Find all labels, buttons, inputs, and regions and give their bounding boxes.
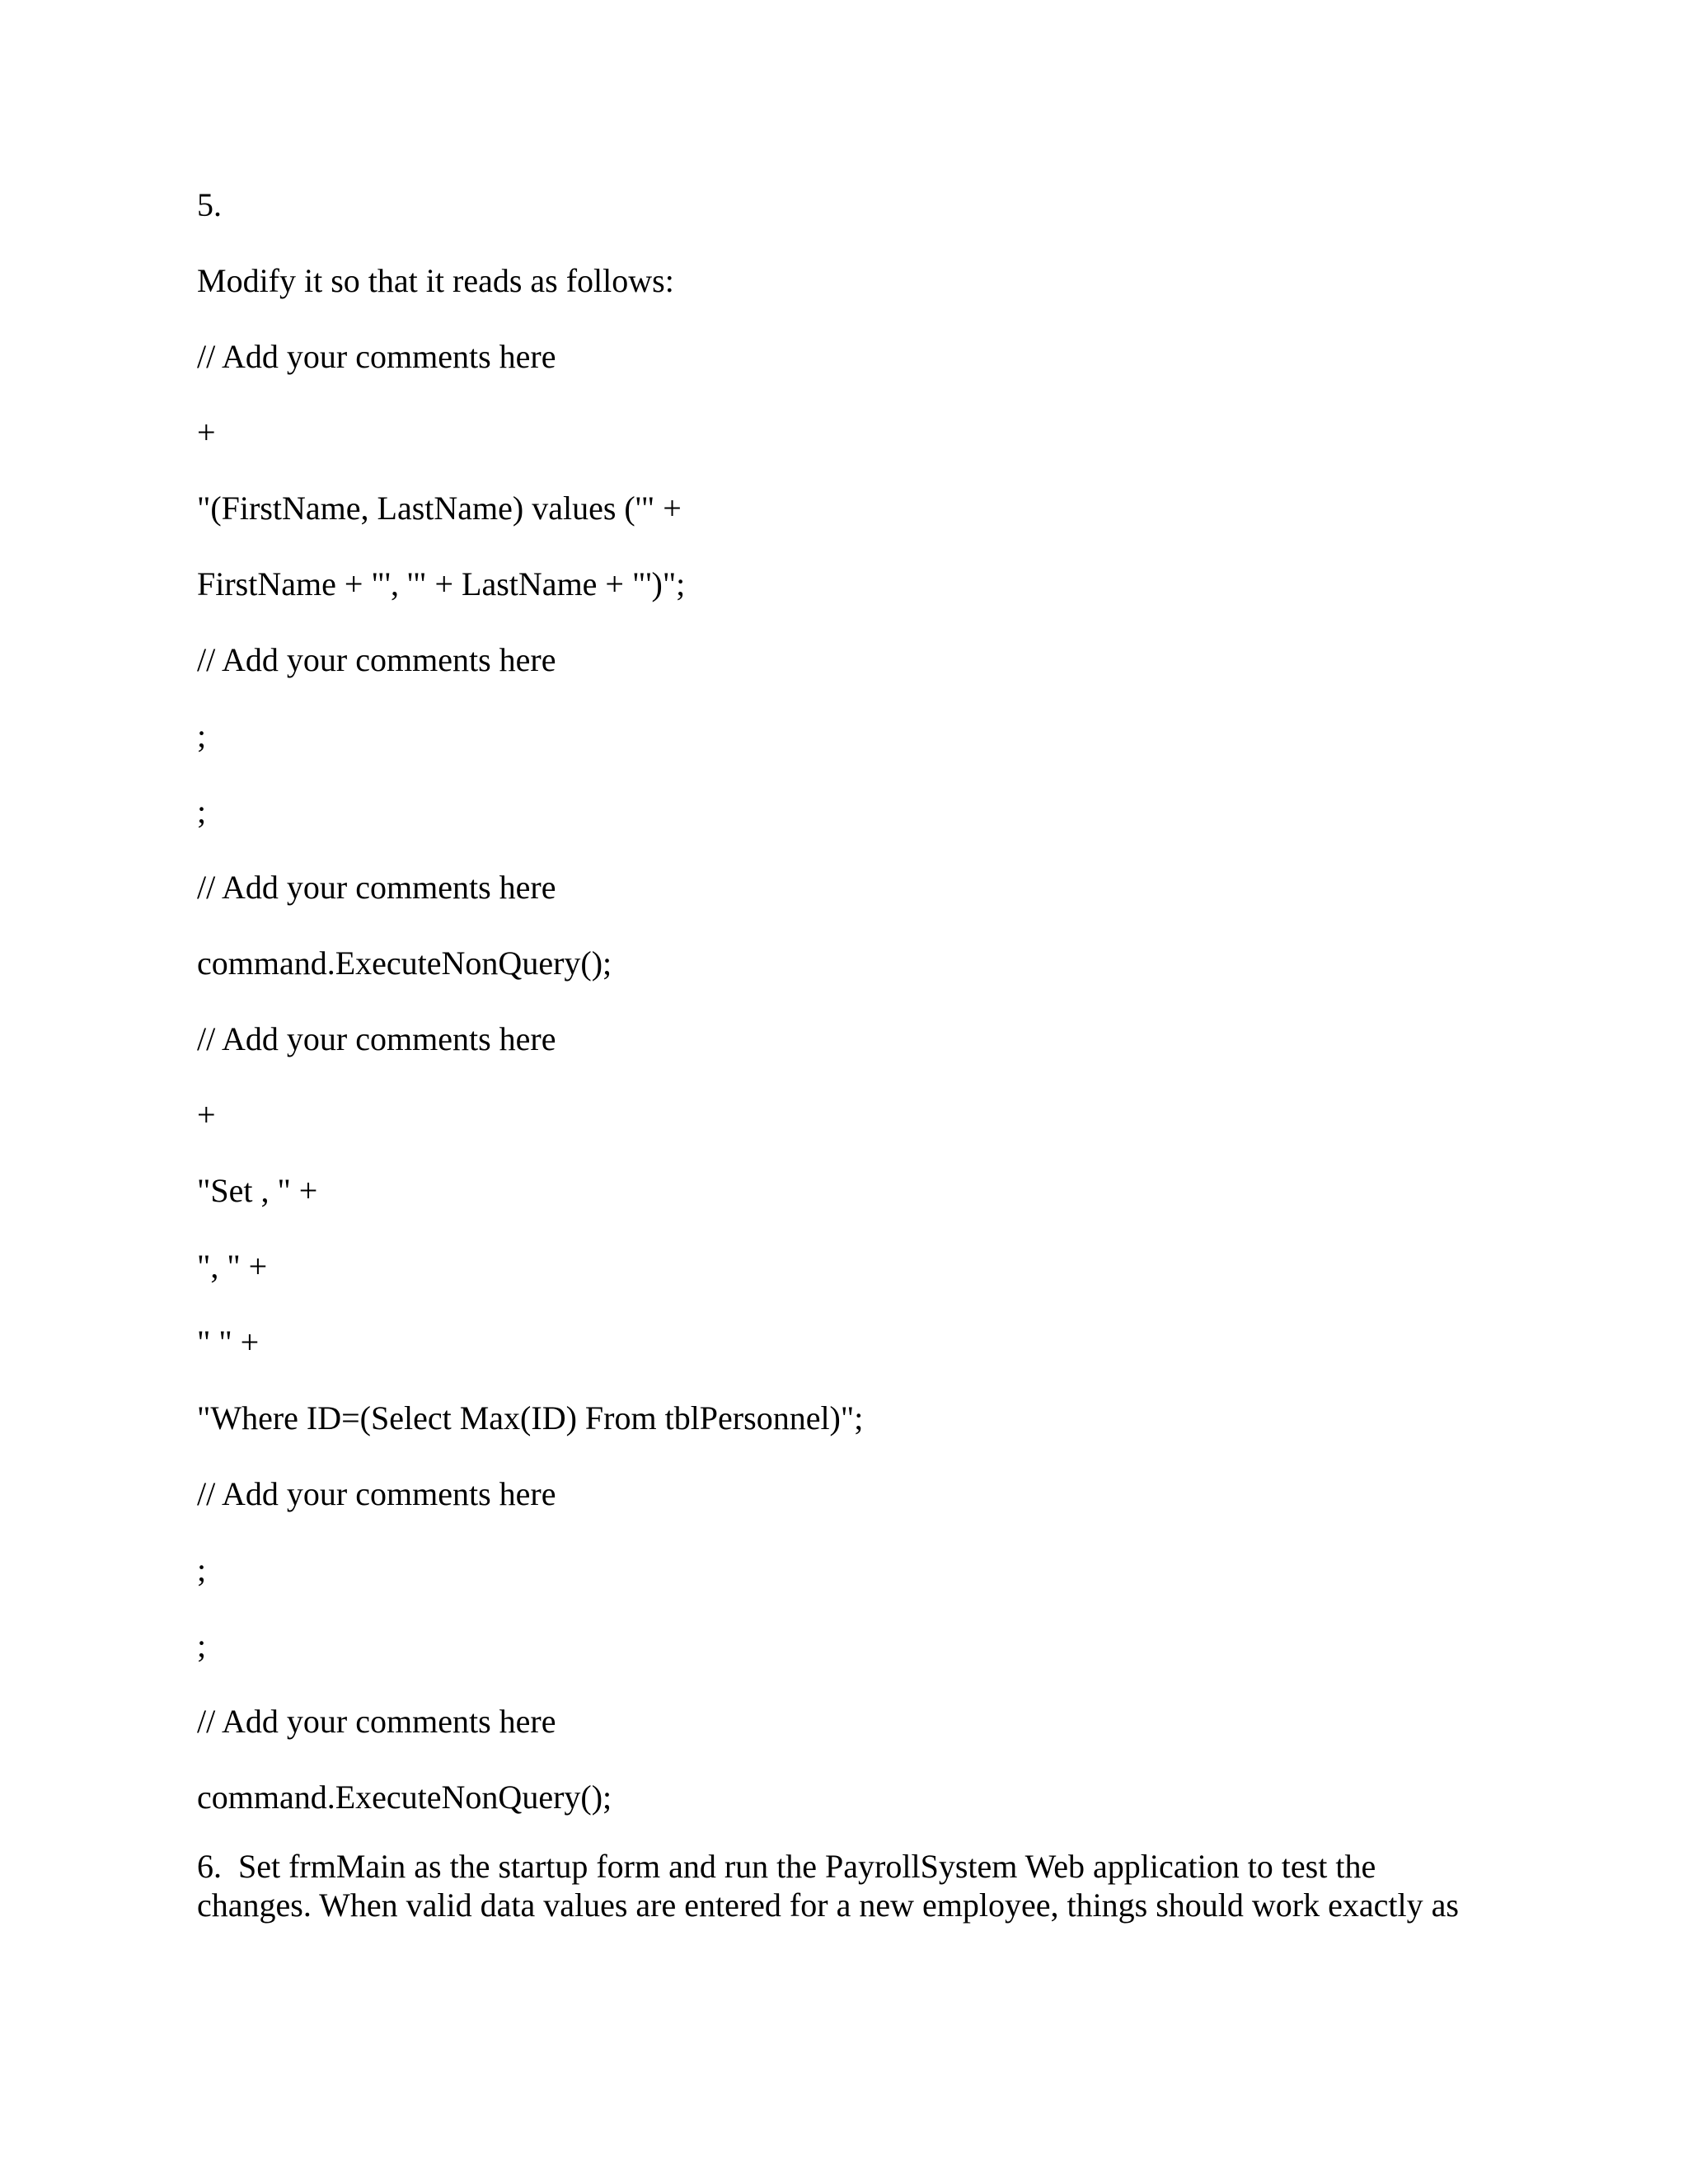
code-line: ", " + — [197, 1248, 268, 1285]
step-6-paragraph — [197, 1847, 1532, 1924]
code-comment-line: // Add your comments here — [197, 338, 556, 375]
code-line: "Where ID=(Select Max(ID) From tblPersonnel)"; — [197, 1399, 864, 1436]
code-line: command.ExecuteNonQuery(); — [197, 944, 612, 982]
code-line: + — [197, 1096, 216, 1133]
code-comment-line: // Add your comments here — [197, 1703, 556, 1740]
code-comment-line: // Add your comments here — [197, 641, 556, 678]
code-line: command.ExecuteNonQuery(); — [197, 1779, 612, 1816]
code-line: "Set , " + — [197, 1172, 318, 1209]
code-line: "(FirstName, LastName) values ('" + — [197, 490, 682, 527]
code-line: ; — [197, 717, 207, 754]
code-comment-line: // Add your comments here — [197, 869, 556, 906]
paragraph-line: changes. When valid data values are entered for a new employee, things should work exactly as — [197, 1886, 1459, 1924]
paragraph-line: 6. Set frmMain as the startup form and run the PayrollSystem Web application to test the — [197, 1848, 1376, 1885]
instruction-line: 5. — [197, 186, 222, 223]
code-line: " " + — [197, 1324, 260, 1361]
code-line: FirstName + "', '" + LastName + "')"; — [197, 565, 686, 602]
instruction-line: Modify it so that it reads as follows: — [197, 262, 674, 299]
code-line: ; — [197, 1551, 207, 1588]
code-comment-line: // Add your comments here — [197, 1475, 556, 1512]
code-comment-line: // Add your comments here — [197, 1020, 556, 1057]
code-line: ; — [197, 1627, 207, 1664]
code-line: ; — [197, 793, 207, 830]
document-page — [197, 167, 1532, 1924]
code-line: + — [197, 414, 216, 451]
